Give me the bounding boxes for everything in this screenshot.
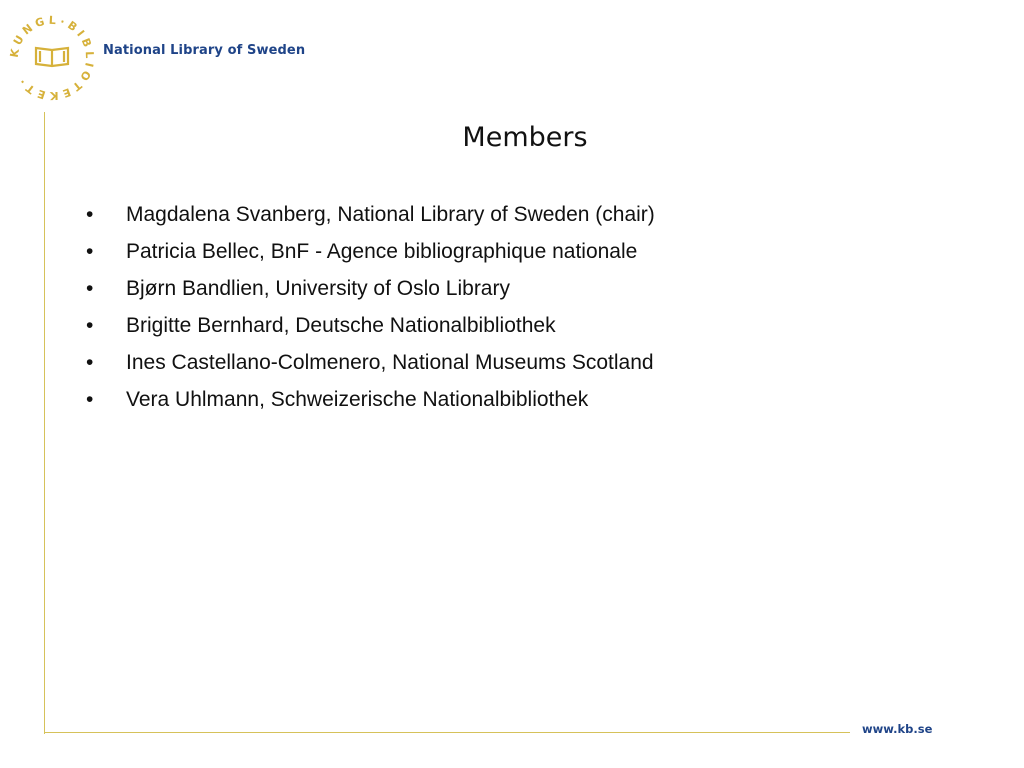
member-name: Patricia Bellec, BnF - Agence bibliographique nationale — [126, 240, 638, 263]
member-name: Ines Castellano-Colmenero, National Museums Scotland — [126, 351, 654, 374]
member-name: Magdalena Svanberg, National Library of Sweden (chair) — [126, 203, 655, 226]
frame-line-horizontal — [44, 732, 850, 733]
members-list — [86, 203, 655, 425]
organization-name: National Library of Sweden — [103, 43, 306, 58]
bullet-icon: • — [86, 240, 94, 263]
list-item — [86, 314, 655, 351]
member-name: Brigitte Bernhard, Deutsche Nationalbibliothek — [126, 314, 556, 337]
list-item — [86, 277, 655, 314]
bullet-icon: • — [86, 388, 94, 411]
list-item — [86, 240, 655, 277]
list-item — [86, 203, 655, 240]
kungl-biblioteket-seal-icon — [8, 14, 96, 102]
bullet-icon: • — [86, 351, 94, 374]
footer-url-link[interactable]: www.kb.se — [862, 722, 933, 736]
seal-lettering: KUNGL·BIBLIOTEKET· — [8, 14, 96, 102]
frame-line-vertical — [44, 112, 45, 734]
list-item — [86, 351, 655, 388]
bullet-icon: • — [86, 277, 94, 300]
bullet-icon: • — [86, 314, 94, 337]
member-name: Vera Uhlmann, Schweizerische Nationalbibliothek — [126, 388, 589, 411]
list-item — [86, 388, 655, 425]
member-name: Bjørn Bandlien, University of Oslo Library — [126, 277, 510, 300]
book-emblem — [36, 48, 68, 66]
bullet-icon: • — [86, 203, 94, 226]
slide-title: Members — [462, 122, 588, 153]
